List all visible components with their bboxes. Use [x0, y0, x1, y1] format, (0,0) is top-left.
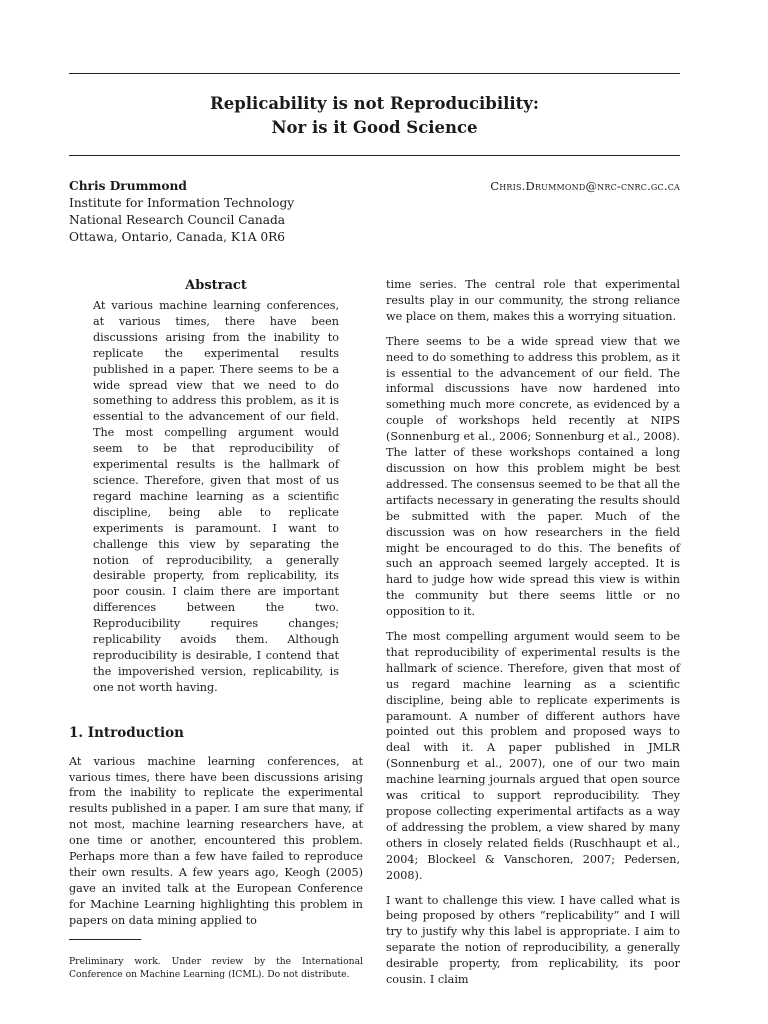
footnote-rule [69, 939, 141, 940]
title-rule-bottom [69, 155, 680, 156]
author-name: Chris Drummond [69, 179, 187, 193]
affiliation-line: National Research Council Canada [69, 213, 286, 227]
left-column [69, 277, 363, 981]
author-email: Chris.Drummond@nrc-cnrc.gc.ca [490, 179, 680, 193]
paper-title [69, 92, 680, 140]
affiliation-line: Institute for Information Technology [69, 196, 295, 210]
right-column [386, 277, 680, 997]
footnote: Preliminary work. Under review by the International Conference on Machine Learning (ICML). Do not distribute. [69, 955, 363, 980]
affiliation-line: Ottawa, Ontario, Canada, K1A 0R6 [69, 230, 286, 244]
abstract-text: At various machine learning conferences, at various times, there have been discussions arising from the inability to replicate the experimental results published in a paper. There seems to be a wide spread view that we need to do something to address this problem, as it is essential to the advancement of our field. The most compelling argument would seem to be that reproducibility of experimental results is the hallmark of science. Therefore, given that most of us regard machine learning as a scientific discipline, being able to replicate experiments is paramount. I want to challenge this view by separating the notion of reproducibility, a generally desirable property, from replicability, its poor cousin. I claim there are important differences between the two. Reproducibility requires changes; replicability avoids them. Although reproducibility is desirable, I contend that the impoverished version, replicability, is one not worth having. [93, 299, 339, 694]
body-paragraph: time series. The central role that experimental results play in our community, the strong reliance we place on them, makes this a worrying situation. [386, 278, 680, 323]
title-rule-top [69, 73, 680, 74]
intro-paragraph: At various machine learning conferences, at various times, there have been discussions arising from the inability to replicate the experimental results published in a paper. I am sure that many, if not most, machine learning researchers have, at one time or another, encountered this problem. Perhaps more than a few have failed to reproduce their own results. A few years ago, Keogh (2005) gave an invited talk at the European Conference for Machine Learning highlighting this problem in papers on data mining applied to [69, 754, 363, 927]
body-paragraph: I want to challenge this view. I have called what is being proposed by others “replicability” and I will try to justify why this label is appropriate. I aim to separate the notion of reproducibility, a generally desirable property, from replicability, its poor cousin. I claim [386, 893, 680, 987]
title-line-2: Nor is it Good Science [271, 118, 478, 137]
section-heading-introduction: 1. Introduction [69, 724, 184, 741]
body-paragraph: The most compelling argument would seem to be that reproducibility of experimental results is the hallmark of science. Therefore, given that most of us regard machine learning as a scientific discipline, being able to replicate experiments is paramount. A number of different authors have pointed out this problem and proposed ways to deal with it. A paper published in JMLR (Sonnenburg et al., 2007), one of our two main machine learning journals argued that open source was critical to support reproducibility. They propose collecting experimental artifacts as a way of addressing the problem, a view shared by many others in closely related fields (Ruschhaupt et al., 2004; Blockeel & Vanschoren, 2007; Pedersen, 2008). [386, 630, 680, 882]
author-block [69, 178, 369, 246]
abstract-heading: Abstract [185, 278, 247, 293]
title-line-1: Replicability is not Reproducibility: [210, 94, 539, 113]
body-paragraph: There seems to be a wide spread view that we need to do something to address this problem, as it is essential to the advancement of our field. The informal discussions have now hardened into something much more concrete, as evidenced by a couple of workshops held recently at NIPS (Sonnenburg et al., 2006; Sonnenburg et al., 2008). The latter of these workshops contained a long discussion on how this problem might be best addressed. The consensus seemed to be that all the artifacts necessary in generating the results should be submitted with the paper. Much of the discussion was on how researchers in the field might be encouraged to do this. The benefits of such an approach seemed largely accepted. It is hard to judge how wide spread this view is within the community but there seems little or no opposition to it. [386, 334, 680, 619]
